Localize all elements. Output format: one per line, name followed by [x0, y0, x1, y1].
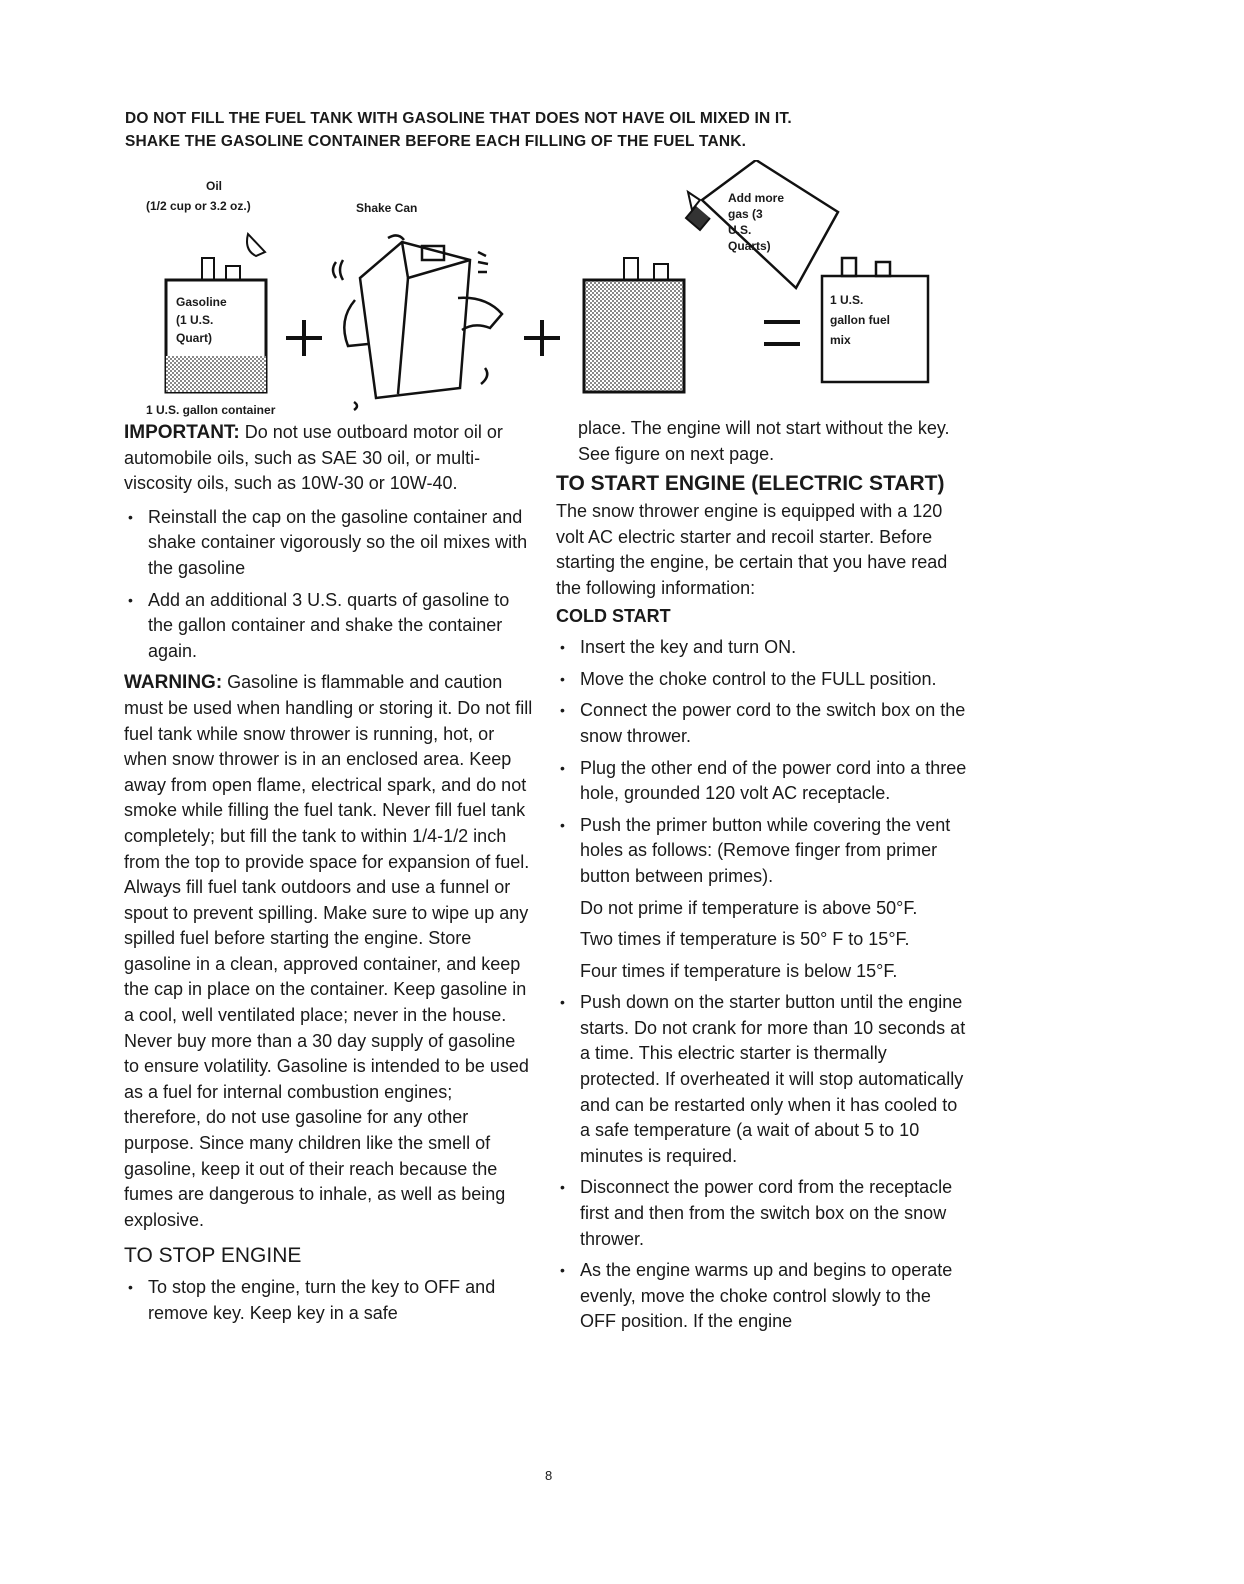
- add-more-unit-label: U.S.: [728, 223, 752, 237]
- prime-rule-below-15: Four times if temperature is below 15°F.: [580, 960, 898, 981]
- important-label: IMPORTANT:: [124, 422, 240, 443]
- list-item: • Disconnect the power cord from the receptacle first and then from the switch box on the snow thrower.: [556, 1175, 968, 1252]
- important-text: Do not use outboard motor oil or automobile oils, such as SAE 30 oil, or multi-viscosity oils, such as 10W-30 or 10W-40.: [124, 422, 503, 494]
- important-paragraph: [124, 420, 534, 497]
- shake-can-icon: [333, 235, 502, 410]
- page-number: 8: [545, 1468, 553, 1483]
- right-column: [556, 416, 968, 1341]
- plus-icon: [524, 320, 560, 356]
- shake-can-label: Shake Can: [356, 201, 418, 215]
- add-more-quarts-label: Quarts): [728, 239, 771, 253]
- prime-rule-above-50: Do not prime if temperature is above 50°F.: [580, 897, 918, 918]
- result-unit-label: gallon fuel: [830, 313, 890, 327]
- add-more-label: Add more: [728, 191, 785, 205]
- result-mix-label: mix: [830, 333, 851, 347]
- list-item: • Connect the power cord to the switch box on the snow thrower.: [556, 698, 968, 749]
- plus-icon: [286, 320, 322, 356]
- list-item: [556, 813, 968, 985]
- gasoline-label: Gasoline: [176, 295, 227, 309]
- list-item: • Move the choke control to the FULL position.: [556, 667, 968, 693]
- start-intro-paragraph: The snow thrower engine is equipped with a 120 volt AC electric starter and recoil starter. Before starting the engine, be certain that you have read the following information:: [556, 501, 948, 598]
- warning-paragraph: [124, 670, 534, 1233]
- warning-header-line-2: SHAKE THE GASOLINE CONTAINER BEFORE EACH FILLING OF THE FUEL TANK.: [125, 133, 747, 150]
- start-engine-heading: TO START ENGINE (ELECTRIC START): [556, 472, 945, 496]
- equals-icon: [764, 322, 800, 344]
- left-bullet-list: [124, 505, 534, 665]
- stop-bullet-list: [124, 1275, 534, 1326]
- stop-engine-heading: TO STOP ENGINE: [124, 1244, 302, 1268]
- list-item: • To stop the engine, turn the key to OFF and remove key. Keep key in a safe: [124, 1275, 534, 1326]
- cold-start-heading: COLD START: [556, 605, 671, 626]
- list-item: • Insert the key and turn ON.: [556, 635, 968, 661]
- container-caption: 1 U.S. gallon container: [146, 403, 276, 417]
- fuel-mix-illustration: [140, 160, 970, 430]
- pouring-bottle-icon: [686, 160, 838, 288]
- cold-start-steps: [556, 635, 968, 1335]
- gallon-container-icon: [584, 258, 684, 392]
- list-item: • Reinstall the cap on the gasoline container and shake container vigorously so the oil mixes with the gasoline: [124, 505, 534, 582]
- oil-label: Oil: [206, 179, 223, 193]
- list-item: • Push down on the starter button until the engine starts. Do not crank for more than 10 seconds at a time. This electric starter is thermally protected. If overheated it will stop automatically and can be restarted only when it has cooled to a safe temperature (a wait of about 5 to 10 minutes is required.: [556, 990, 968, 1169]
- left-column: [124, 420, 534, 1333]
- warning-header-line-1: DO NOT FILL THE FUEL TANK WITH GASOLINE THAT DOES NOT HAVE OIL MIXED IN IT.: [125, 110, 792, 127]
- gasoline-amount-label: (1 U.S.: [176, 313, 214, 327]
- warning-text: Gasoline is flammable and caution must be used when handling or storing it. Do not fill fuel tank while snow thrower is running, hot, or when snow thrower is in an enclosed area. Keep away from open flame, electrical spark, and do not smoke while filling the fuel tank. Never fill fuel tank completely; but fill the tank to within 1/4-1/2 inch from the top to provide space for expansion of fuel. Always fill fuel tank outdoors and use a funnel or spout to prevent spilling. Make sure to wipe up any spilled fuel before starting the engine. Store gasoline in a clean, approved container, and keep the cap in place on the container. Keep gasoline in a cool, well ventilated place; never in the house. Never buy more than a 30 day supply of gasoline to ensure volatility. Gasoline is intended to be used as a fuel for internal combustion engines; therefore, do not use gasoline for any other purpose. Since many children like the smell of gasoline, keep it out of their reach because the fumes are dangerous to inhale, as well as being explosive.: [124, 672, 533, 1230]
- list-item: • As the engine warms up and begins to operate evenly, move the choke control slowly to the OFF position. If the engine: [556, 1258, 968, 1335]
- oil-amount-label: (1/2 cup or 3.2 oz.): [146, 199, 251, 213]
- list-item: • Plug the other end of the power cord into a three hole, grounded 120 volt AC receptacle.: [556, 756, 968, 807]
- continued-paragraph: place. The engine will not start without the key. See figure on next page.: [578, 418, 950, 464]
- add-more-amount-label: gas (3: [728, 207, 763, 221]
- list-item: • Add an additional 3 U.S. quarts of gasoline to the gallon container and shake the container again.: [124, 588, 534, 665]
- primer-step-text: Push the primer button while covering the vent holes as follows: (Remove finger from primer button between primes).: [580, 814, 951, 886]
- prime-rule-50-to-15: Two times if temperature is 50° F to 15°F.: [580, 929, 910, 950]
- gasoline-unit-label: Quart): [176, 331, 212, 345]
- result-amount-label: 1 U.S.: [830, 293, 864, 307]
- warning-label: WARNING:: [124, 672, 223, 694]
